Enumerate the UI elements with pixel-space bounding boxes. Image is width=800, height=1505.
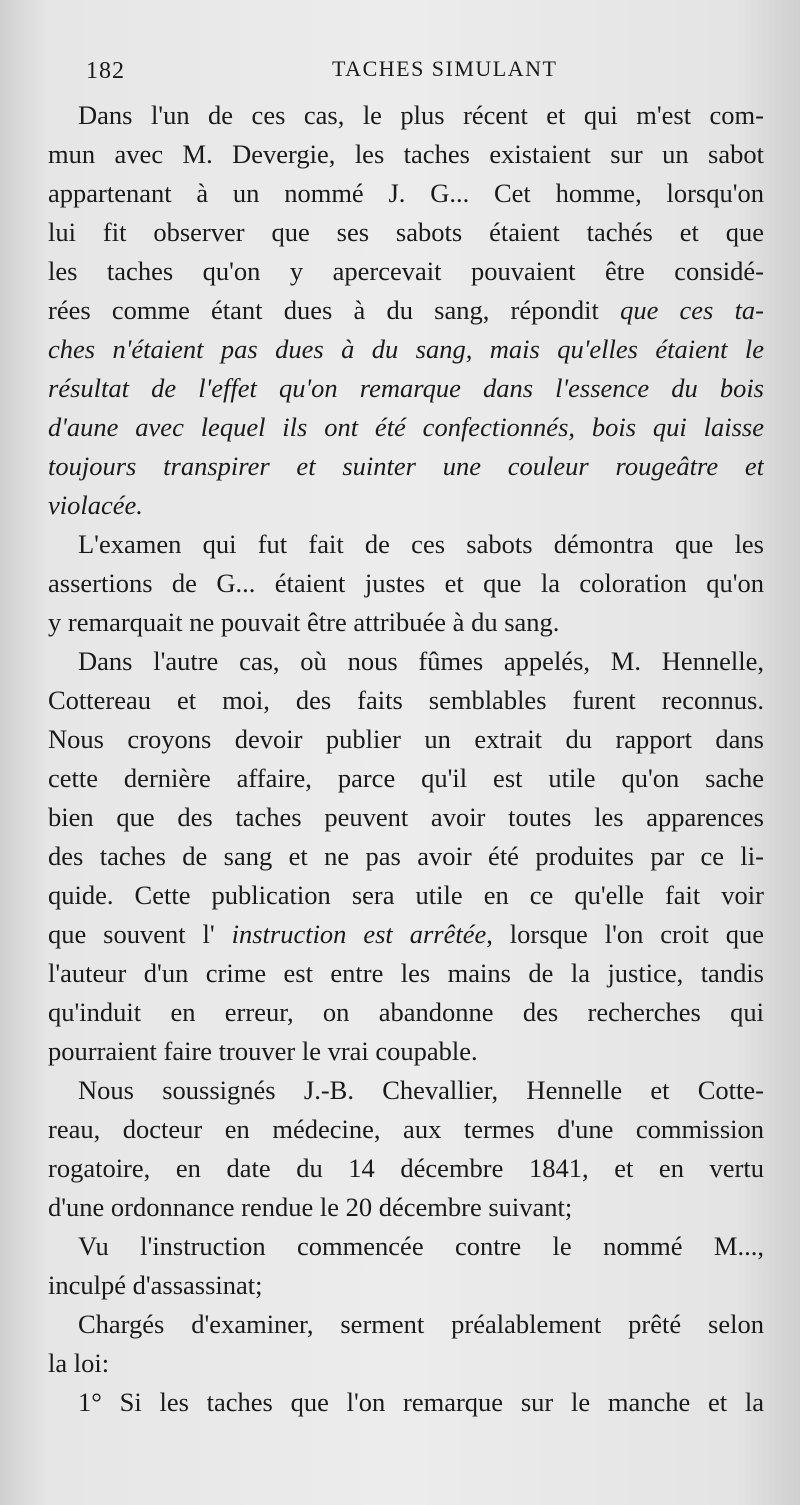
running-head: TACHES SIMULANT xyxy=(332,56,558,81)
text-line xyxy=(48,135,764,174)
text-line xyxy=(48,369,764,408)
text-line xyxy=(48,564,764,603)
text-line-tail: , lorsque l'on croit que xyxy=(486,919,764,949)
body-text xyxy=(48,96,764,1422)
text-line-content: d'aune avec lequel ils ont été confectionnés, bois qui laisse xyxy=(48,412,764,442)
text-line xyxy=(48,1149,764,1188)
text-line xyxy=(48,876,764,915)
page-header xyxy=(48,0,764,96)
text-line xyxy=(48,1188,764,1227)
page-number: 182 xyxy=(86,58,125,84)
text-line-content: 1° Si les taches que l'on remarque sur le manche et la xyxy=(78,1387,764,1417)
text-line xyxy=(48,291,764,330)
text-line-content: lui fit observer que ses sabots étaient tachés et que xyxy=(48,217,764,247)
text-line xyxy=(48,681,764,720)
text-line xyxy=(48,330,764,369)
text-line xyxy=(48,447,764,486)
text-line xyxy=(48,1305,764,1344)
text-line-content: violacée. xyxy=(48,490,143,520)
text-line-content: des taches de sang et ne pas avoir été produites par ce li- xyxy=(48,841,764,871)
text-line xyxy=(48,759,764,798)
text-line xyxy=(48,603,764,642)
text-line-content: reau, docteur en médecine, aux termes d'une commission xyxy=(48,1114,764,1144)
text-line-content: résultat de l'effet qu'on remarque dans l'essence du bois xyxy=(48,373,764,403)
text-line-content: Chargés d'examiner, serment préalablement prêté selon xyxy=(78,1309,764,1339)
text-line-content: appartenant à un nommé J. G... Cet homme, lorsqu'on xyxy=(48,178,764,208)
text-line xyxy=(48,96,764,135)
text-line xyxy=(48,915,764,954)
text-line xyxy=(48,954,764,993)
text-line-content: qu'induit en erreur, on abandonne des recherches qui xyxy=(48,997,764,1027)
text-line-content: y remarquait ne pouvait être attribuée à du sang. xyxy=(48,607,560,637)
text-line-content: Cottereau et moi, des faits semblables furent reconnus. xyxy=(48,685,764,715)
italic-phrase: instruction est arrêtée xyxy=(231,919,487,949)
text-line-content: bien que des taches peuvent avoir toutes les apparences xyxy=(48,802,764,832)
text-line-content: Nous soussignés J.-B. Chevallier, Hennelle et Cotte- xyxy=(78,1075,764,1105)
text-line-content: Vu l'instruction commencée contre le nommé M..., xyxy=(78,1231,764,1261)
text-line xyxy=(48,720,764,759)
text-line-content: les taches qu'on y apercevait pouvaient être considé- xyxy=(48,256,764,286)
text-line xyxy=(48,408,764,447)
text-line xyxy=(48,1110,764,1149)
text-line-content: la loi: xyxy=(48,1348,110,1378)
text-line-content: que souvent l' xyxy=(48,919,215,949)
text-line xyxy=(48,1266,764,1305)
text-line xyxy=(48,486,764,525)
text-line xyxy=(48,525,764,564)
text-line-content: L'examen qui fut fait de ces sabots démontra que les xyxy=(78,529,764,559)
text-line-content: pourraient faire trouver le vrai coupable. xyxy=(48,1036,478,1066)
text-line xyxy=(48,798,764,837)
text-line xyxy=(48,993,764,1032)
text-line-content: mun avec M. Devergie, les taches existaient sur un sabot xyxy=(48,139,764,169)
text-line-content: Dans l'un de ces cas, le plus récent et qui m'est com- xyxy=(78,100,764,130)
text-line xyxy=(48,837,764,876)
text-line xyxy=(48,642,764,681)
text-line xyxy=(48,252,764,291)
text-line-content: Dans l'autre cas, où nous fûmes appelés, M. Hennelle, xyxy=(78,646,764,676)
text-line-content: toujours transpirer et suinter une couleur rougeâtre et xyxy=(48,451,764,481)
italic-phrase: que ces ta- xyxy=(620,295,764,325)
text-line xyxy=(48,213,764,252)
text-line xyxy=(48,1071,764,1110)
text-line xyxy=(48,1344,764,1383)
text-line-content: ches n'étaient pas dues à du sang, mais qu'elles étaient le xyxy=(48,334,764,364)
text-line-content: cette dernière affaire, parce qu'il est utile qu'on sache xyxy=(48,763,764,793)
text-line-content: rées comme étant dues à du sang, répondit xyxy=(48,295,599,325)
text-line xyxy=(48,1032,764,1071)
text-line xyxy=(48,1227,764,1266)
text-line-content: quide. Cette publication sera utile en ce qu'elle fait voir xyxy=(48,880,764,910)
text-line-content: d'une ordonnance rendue le 20 décembre suivant; xyxy=(48,1192,573,1222)
text-line-content: assertions de G... étaient justes et que la coloration qu'on xyxy=(48,568,764,598)
text-line-content: inculpé d'assassinat; xyxy=(48,1270,263,1300)
text-line-content: l'auteur d'un crime est entre les mains de la justice, tandis xyxy=(48,958,764,988)
text-line xyxy=(48,174,764,213)
text-line-content: rogatoire, en date du 14 décembre 1841, et en vertu xyxy=(48,1153,764,1183)
text-line-content: Nous croyons devoir publier un extrait du rapport dans xyxy=(48,724,764,754)
text-line xyxy=(48,1383,764,1422)
